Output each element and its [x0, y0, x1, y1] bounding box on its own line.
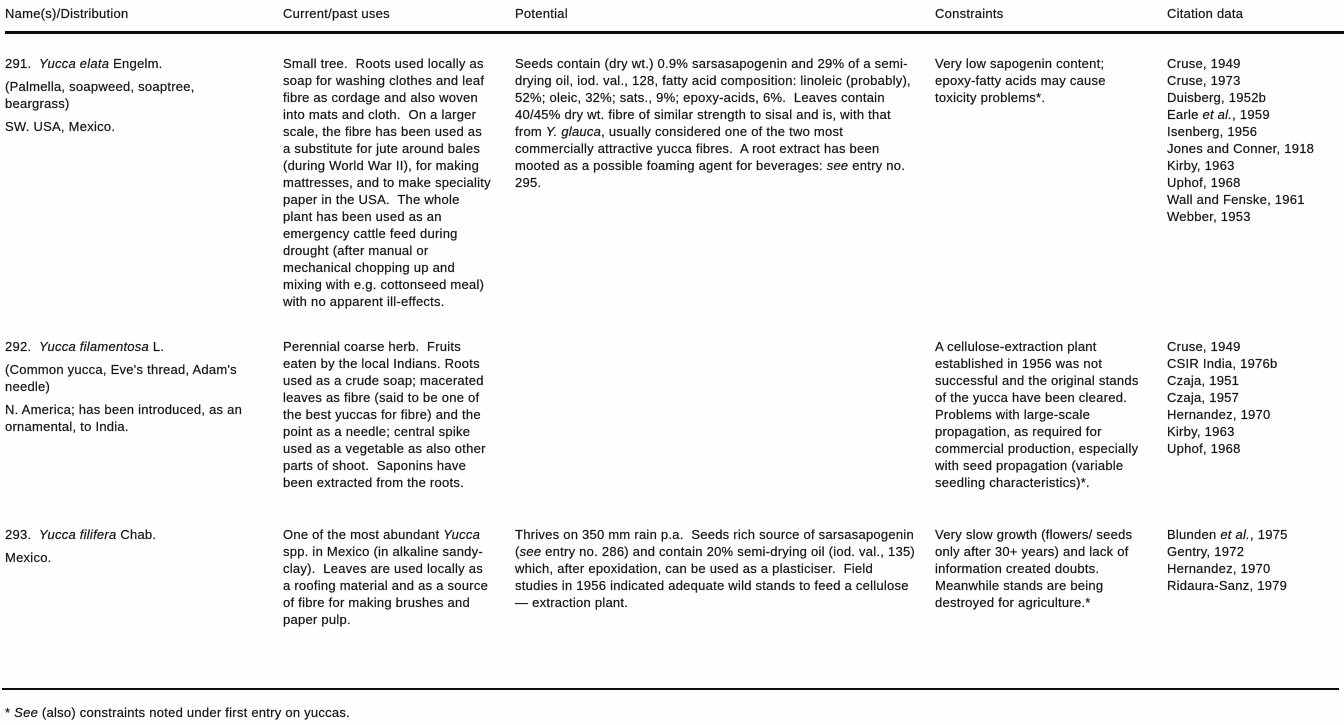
entry-title: 291. Yucca elata Engelm. [5, 56, 163, 71]
citation-line: Jones and Conner, 1918 [1167, 141, 1315, 156]
constraints-cell [935, 526, 1167, 688]
column-header-current-past-uses: Current/past uses [283, 6, 390, 21]
uses-text: Perennial coarse herb. Fruits eaten by the local Indians. Roots used as a crude soap; macerated leaves as fibre (said to be one of the best yuccas for fibre) and the point as a needle; central spike used as a vegetable as also other parts of shoot. Saponins have been extracted from the roots. [283, 339, 490, 490]
entry-title: 293. Yucca filifera Chab. [5, 527, 157, 542]
constraints-cell [935, 55, 1167, 338]
citation-line: Ridaura-Sanz, 1979 [1167, 578, 1288, 593]
table-row-entry-292 [5, 338, 1344, 526]
potential-cell [515, 338, 935, 526]
uses-text: One of the most abundant Yucca spp. in Mexico (in alkaline sandy-clay). Leaves are used locally as a roofing material and as a source of fibre for making brushes and paper pulp. [283, 527, 492, 627]
potential-cell [515, 55, 935, 338]
table-row-entry-291 [5, 34, 1344, 338]
citations-cell [1167, 55, 1339, 338]
table-row-entry-293 [5, 526, 1344, 688]
common-names: (Common yucca, Eve's thread, Adam's needle) [5, 362, 241, 394]
table-body [5, 34, 1344, 688]
column-header-citation-data: Citation data [1167, 6, 1244, 21]
citation-line: Gentry, 1972 [1167, 544, 1245, 559]
column-header-name-distribution: Name(s)/Distribution [5, 6, 129, 21]
citation-line: Hernandez, 1970 [1167, 561, 1271, 576]
distribution: Mexico. [5, 550, 52, 565]
citation-line: Blunden et al., 1975 [1167, 527, 1288, 542]
citation-line: Earle et al., 1959 [1167, 107, 1270, 122]
constraints-text: Very slow growth (flowers/ seeds only after 30+ years) and lack of information created doubts. Meanwhile stands are being destroyed for agriculture.* [935, 527, 1137, 610]
table-bottom-rule [2, 688, 1339, 690]
distribution: N. America; has been introduced, as an ornamental, to India. [5, 402, 247, 434]
potential-text: Thrives on 350 mm rain p.a. Seeds rich source of sarsasapogenin (see entry no. 286) and contain 20% semi-drying oil (iod. val., 135) which, after epoxidation, can be used as a plasticiser. Field studies in 1956 indicated adequate wild stands to feed a cellulose — extraction plant. [515, 527, 919, 610]
citation-line: Webber, 1953 [1167, 209, 1251, 224]
citation-line: Czaja, 1951 [1167, 373, 1240, 388]
constraints-text: Very low sapogenin content; epoxy-fatty acids may cause toxicity problems*. [935, 56, 1110, 105]
table-header-row [5, 5, 1344, 34]
current-past-uses-cell [283, 338, 515, 526]
constraints-cell [935, 338, 1167, 526]
footnote: * See (also) constraints noted under first entry on yuccas. [5, 705, 350, 720]
column-header-potential: Potential [515, 6, 568, 21]
citation-line: Hernandez, 1970 [1167, 407, 1271, 422]
citation-line: Cruse, 1949 [1167, 56, 1241, 71]
column-header-constraints: Constraints [935, 6, 1004, 21]
citation-line: Wall and Fenske, 1961 [1167, 192, 1305, 207]
citation-line: Cruse, 1949 [1167, 339, 1241, 354]
entry-title: 292. Yucca filamentosa L. [5, 339, 165, 354]
name-distribution-cell [5, 55, 283, 338]
constraints-text: A cellulose-extraction plant established in 1956 was not successful and the original stands of the yucca have been cleared. Problems with large-scale propagation, as required for commercial production, especially with seed propagation (variable seedling characteristics)*. [935, 339, 1143, 490]
current-past-uses-cell [283, 526, 515, 688]
potential-cell [515, 526, 935, 688]
name-distribution-cell [5, 338, 283, 526]
citation-line: Kirby, 1963 [1167, 424, 1235, 439]
current-past-uses-cell [283, 55, 515, 338]
citation-line: Czaja, 1957 [1167, 390, 1240, 405]
citation-line: CSIR India, 1976b [1167, 356, 1278, 371]
citation-line: Cruse, 1973 [1167, 73, 1241, 88]
citation-line: Duisberg, 1952b [1167, 90, 1267, 105]
distribution: SW. USA, Mexico. [5, 119, 116, 134]
potential-text: Seeds contain (dry wt.) 0.9% sarsasapogenin and 29% of a semi-drying oil, iod. val., 128, fatty acid composition: linoleic (probably), 52%; oleic, 32%; sats., 9%; epoxy-acids, 6%. Leaves contain 40/45% dry wt. fibre of similar strength to sisal and is, with that from Y. glauca, usually considered one of the two most commercially attractive yucca fibres. A root extract has been mooted as a possible foaming agent for beverages: see entry no. 295. [515, 56, 915, 190]
citation-line: Uphof, 1968 [1167, 175, 1241, 190]
citations-cell [1167, 526, 1339, 688]
citation-line: Isenberg, 1956 [1167, 124, 1258, 139]
uses-text: Small tree. Roots used locally as soap for washing clothes and leaf fibre as cordage and also woven into mats and cloth. On a larger scale, the fibre has been used as a substitute for jute around bales (during World War II), for making mattresses, and to make speciality paper in the USA. The whole plant has been used as an emergency cattle feed during drought (after manual or mechanical chopping up and mixing with e.g. cottonseed meal) with no apparent ill-effects. [283, 56, 495, 309]
name-distribution-cell [5, 526, 283, 688]
citation-line: Kirby, 1963 [1167, 158, 1235, 173]
citation-line: Uphof, 1968 [1167, 441, 1241, 456]
common-names: (Palmella, soapweed, soaptree, beargrass) [5, 79, 199, 111]
citations-cell [1167, 338, 1339, 526]
